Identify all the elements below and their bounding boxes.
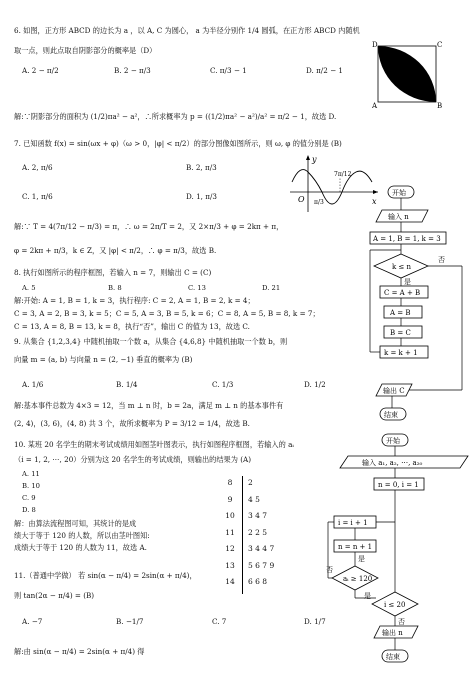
stem-leaf-row bbox=[218, 561, 274, 578]
q7-solution1: 解:∵ T = 4(7π/12 − π/3) = π，∴ ω = 2π/T = 2，又 2×π/3 + φ = 2kπ + π， bbox=[14, 222, 284, 231]
q11-option-b: B. −1/7 bbox=[116, 617, 144, 626]
q7-y-label: y bbox=[312, 155, 317, 164]
q7-origin-label: O bbox=[298, 195, 305, 204]
flow1-step1: C = A + B bbox=[384, 289, 421, 297]
q11-line2: 则 tan(2α − π/4) = (B) bbox=[14, 591, 95, 600]
q7-option-a: A. 2, π/6 bbox=[22, 163, 53, 172]
leaves: 5 6 7 9 bbox=[248, 560, 275, 570]
q8-option-a: A. 5 bbox=[22, 284, 36, 292]
q9-line2: 向量 m = (a, b) 与向量 n = (2, −1) 垂直的概率为 (B) bbox=[14, 355, 193, 364]
flow1-end: 结束 bbox=[384, 411, 398, 419]
q9-option-b: B. 1/4 bbox=[116, 380, 138, 389]
flow1-step4: k = k + 1 bbox=[384, 349, 418, 357]
q6-option-a: A. 2 − π/2 bbox=[22, 66, 59, 75]
flow2-input: 输入 a₁, a₂, ⋯, a₂₀ bbox=[362, 459, 423, 467]
stem: 9 bbox=[227, 494, 233, 504]
stem-leaf-rows bbox=[218, 478, 274, 594]
flow2-no: 否 bbox=[326, 566, 333, 574]
q6-label-c: C bbox=[437, 41, 443, 49]
q10-option-c: C. 9 bbox=[22, 494, 36, 502]
q6-line2: 取一点，则此点取自阴影部分的概率是（D） bbox=[14, 46, 157, 55]
flow2-step1: i = i + 1 bbox=[338, 519, 368, 527]
q10-solution3: 成绩大于等于 120 的人数为 11，故选 A. bbox=[14, 543, 147, 552]
stem: 12 bbox=[225, 544, 235, 553]
stem-leaf-row bbox=[218, 478, 274, 495]
stem-leaf-row bbox=[218, 511, 274, 528]
q11-line1: 11.（普通中学做） 若 sin(α − π/4) = 2sin(α + π/4)， bbox=[14, 571, 197, 580]
q8-solution3: C = 13, A = 8, B = 13, k = 8，执行“否”，输出 C 的值为 13，故选 C. bbox=[14, 322, 250, 331]
q9-solution2: (2, 4)，(3, 6)，(4, 8) 共 3 个，故所求概率为 P = 3/12 = 1/4，故选 B. bbox=[14, 419, 250, 428]
flow1-yes: 是 bbox=[404, 278, 411, 286]
flow1-cond: k ≤ n bbox=[392, 263, 412, 271]
q7-line1: 7. 已知函数 f(x) = sin(ωx + φ)（ω > 0，|φ| < π/2）的部分图像如图所示，则 ω, φ 的值分别是 (B) bbox=[14, 139, 342, 148]
flow2-step2: n = n + 1 bbox=[338, 543, 373, 551]
flow2-start: 开始 bbox=[386, 437, 400, 445]
q11-option-a: A. −7 bbox=[22, 617, 43, 626]
stem: 11 bbox=[225, 527, 235, 537]
flow1-step2: A = B bbox=[390, 309, 411, 317]
q6-option-c: C. π/3 − 1 bbox=[210, 66, 247, 75]
flow1-input: 输入 n bbox=[388, 213, 409, 221]
stem: 14 bbox=[225, 577, 235, 586]
leaves: 3 4 7 bbox=[248, 511, 268, 520]
flow2-output: 输出 n bbox=[382, 629, 403, 637]
leaves: 4 5 bbox=[248, 494, 260, 504]
stem: 10 bbox=[225, 511, 235, 520]
q7-tick1: π/3 bbox=[314, 199, 324, 206]
q10-line2: （i = 1, 2, ⋯, 20）分别为这 20 名学生的考试成绩，则输出的结果为 (A) bbox=[14, 455, 252, 464]
q10-solution1: 解：由算法流程图可知，其统计的是成 bbox=[14, 519, 137, 528]
q9-solution1: 解:基本事件总数为 4×3 = 12，当 m ⊥ n 时，b = 2a，满足 m ⊥ n 的基本事件有 bbox=[14, 401, 284, 410]
q6-label-d: D bbox=[372, 41, 378, 49]
flow2-init: n = 0, i = 1 bbox=[378, 481, 419, 489]
q8-solution2: C = 3, A = 2, B = 3, k = 5；C = 5, A = 3, B = 5, k = 6；C = 8, A = 5, B = 8, k = 7； bbox=[14, 309, 320, 318]
q10-line1: 10. 某班 20 名学生的期末考试成绩用如图茎叶图表示，执行如图程序框图，若输入的 aᵢ bbox=[14, 440, 294, 449]
q11-option-d: D. 1/7 bbox=[304, 617, 326, 626]
q7-option-d: D. 1, π/3 bbox=[186, 192, 217, 201]
leaves: 2 bbox=[248, 478, 253, 487]
q8-option-c: C. 13 bbox=[188, 284, 206, 292]
flowchart-1 bbox=[368, 182, 472, 430]
flowchart-2 bbox=[326, 432, 474, 668]
q7-option-b: B. 2, π/3 bbox=[186, 163, 217, 172]
flow2-cond1: aᵢ ≥ 120 bbox=[343, 575, 373, 583]
flow2-end: 结束 bbox=[386, 653, 400, 661]
flow1-step3: B = C bbox=[390, 329, 411, 337]
q6-label-a: A bbox=[372, 102, 378, 108]
q9-line1: 9. 从集合 {1,2,3,4} 中随机抽取一个数 a，从集合 {4,6,8} 中随机抽取一个数 b，则 bbox=[14, 337, 288, 346]
q6-option-b: B. 2 − π/3 bbox=[114, 66, 151, 75]
q6-label-b: B bbox=[437, 102, 443, 108]
stem-leaf-row bbox=[218, 495, 274, 512]
flow1-no: 否 bbox=[438, 256, 445, 264]
q9-option-d: D. 1/2 bbox=[304, 380, 326, 389]
q8-option-b: B. 8 bbox=[108, 284, 122, 292]
leaves: 2 2 5 bbox=[248, 527, 268, 537]
q10-option-d: D. 8 bbox=[22, 506, 36, 514]
flow2-no2: 否 bbox=[398, 618, 405, 626]
q6-square-figure bbox=[372, 40, 446, 108]
flow1-start: 开始 bbox=[392, 189, 406, 197]
q6-option-d: D. π/2 − 1 bbox=[306, 66, 343, 75]
q8-line1: 8. 执行如图所示的程序框图，若输入 n = 7，则输出 C = (C) bbox=[14, 268, 212, 277]
q9-option-c: C. 1/3 bbox=[212, 380, 234, 389]
flow2-cond2: i ≤ 20 bbox=[384, 601, 406, 609]
leaves: 6 6 8 bbox=[248, 577, 268, 586]
flow1-init: A = 1, B = 1, k = 3 bbox=[373, 235, 441, 243]
q6-line1: 6. 如图，正方形 ABCD 的边长为 a ，以 A, C 为圆心， a 为半径分别作 1/4 圆弧，在正方形 ABCD 内随机 bbox=[14, 26, 360, 35]
flow2-yes2: 是 bbox=[364, 592, 371, 600]
q8-solution1: 解:开始: A = 1, B = 1, k = 3，执行程序: C = 2, A = 1, B = 2, k = 4； bbox=[14, 296, 255, 305]
flow1-output: 输出 C bbox=[383, 387, 405, 395]
q10-option-a: A. 11 bbox=[22, 470, 40, 478]
stem-leaf-row bbox=[218, 528, 274, 545]
stem: 13 bbox=[225, 560, 235, 570]
q10-solution2: 绩大于等于 120 的人数，所以由茎叶图知: bbox=[14, 531, 150, 540]
stem-leaf-plot bbox=[218, 474, 322, 598]
q8-option-d: D. 21 bbox=[262, 284, 281, 292]
stem-leaf-row bbox=[218, 544, 274, 561]
q7-option-c: C. 1, π/6 bbox=[22, 192, 53, 201]
leaves: 3 4 4 7 bbox=[248, 544, 275, 553]
q11-option-c: C. 7 bbox=[212, 617, 227, 626]
q7-solution2: φ = 2kπ + π/3，k ∈ Z，又 |φ| < π/2，∴ φ = π/3，故选 B. bbox=[14, 246, 217, 255]
q11-solution: 解:由 sin(α − π/4) = 2sin(α + π/4) 得 bbox=[14, 647, 145, 656]
q6-solution: 解:∵阴影部分的面积为 (1/2)πa² − a²，∴所求概率为 p = ((1/2)πa² − a²)/a² = π/2 − 1，故选 D. bbox=[14, 112, 337, 121]
stem-leaf-row bbox=[218, 577, 274, 594]
q7-x-label: x bbox=[372, 197, 377, 206]
flow2-yes: 是 bbox=[358, 555, 365, 563]
q7-tick2: 7π/12 bbox=[334, 171, 352, 178]
stem: 8 bbox=[227, 478, 233, 487]
q10-option-b: B. 10 bbox=[22, 482, 40, 490]
q9-option-a: A. 1/6 bbox=[22, 380, 44, 389]
